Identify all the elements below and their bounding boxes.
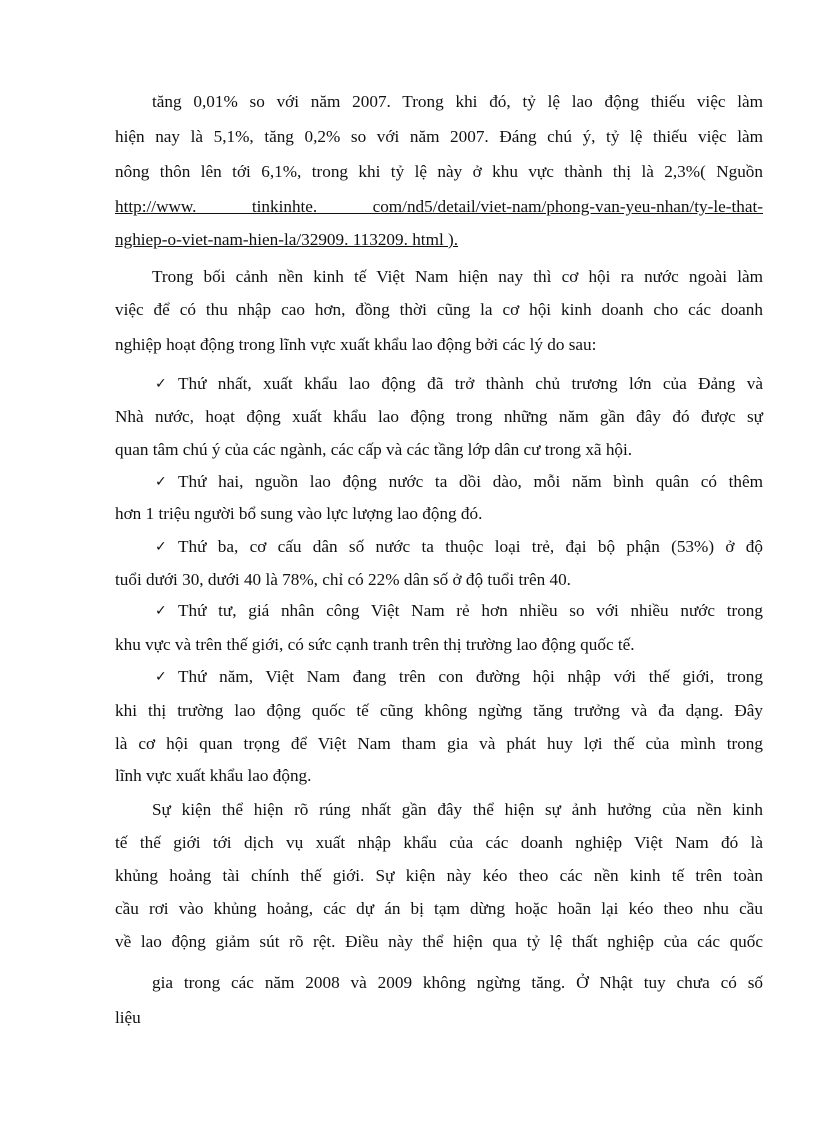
paragraph-line: quan tâm chú ý của các ngành, các cấp và các tầng lớp dân cư trong xã hội. [115,440,633,459]
paragraph-line: cầu rơi vào khủng hoảng, các dự án bị tạm dừng hoặc hoãn lại kéo theo nhu cầu [115,899,763,918]
checkmark-bullet-icon: ✓ [155,603,167,619]
checkmark-bullet-icon: ✓ [155,474,167,490]
paragraph-line: nông thôn lên tới 6,1%, trong khi tỷ lệ này ở khu vực thành thị là 2,3%( Nguồn [115,162,763,181]
paragraph-line: Nhà nước, hoạt động xuất khẩu lao động trong những năm gần đây đó được sự [115,407,763,426]
paragraph-line: về lao động giảm sút rõ rệt. Điều này thể hiện qua tỷ lệ thất nghiệp của các quốc [115,932,763,951]
checkmark-bullet-icon: ✓ [155,376,167,392]
source-link-line[interactable]: nghiep-o-viet-nam-hien-la/32909. 113209. html ). [115,230,459,249]
paragraph-line: khi thị trường lao động quốc tế cũng không ngừng tăng trưởng và đa dạng. Đây [115,701,763,720]
paragraph-line: Thứ tư, giá nhân công Việt Nam rẻ hơn nhiều so với nhiều nước trong [178,601,763,620]
paragraph-line: việc để có thu nhập cao hơn, đồng thời cũng la cơ hội kinh doanh cho các doanh [115,300,763,319]
paragraph-line: Thứ năm, Việt Nam đang trên con đường hội nhập với thế giới, trong [178,667,763,686]
paragraph-line: Thứ ba, cơ cấu dân số nước ta thuộc loại trẻ, đại bộ phận (53%) ở độ [178,537,763,556]
paragraph-line: hơn 1 triệu người bổ sung vào lực lượng lao động đó. [115,504,483,523]
paragraph-line: là cơ hội quan trọng để Việt Nam tham gia và phát huy lợi thế của mình trong [115,734,763,753]
paragraph-line: gia trong các năm 2008 và 2009 không ngừng tăng. Ở Nhật tuy chưa có số [152,973,763,992]
paragraph-line: Thứ nhất, xuất khẩu lao động đã trở thành chủ trương lớn của Đảng và [178,374,763,393]
paragraph-line: Sự kiện thể hiện rõ rúng nhất gần đây thể hiện sự ảnh hưởng của nền kinh [152,800,763,819]
checkmark-bullet-icon: ✓ [155,539,167,555]
paragraph-line: Trong bối cảnh nền kinh tế Việt Nam hiện nay thì cơ hội ra nước ngoài làm [152,267,763,286]
paragraph-line: tăng 0,01% so với năm 2007. Trong khi đó, tỷ lệ lao động thiếu việc làm [152,92,763,111]
paragraph-line: hiện nay là 5,1%, tăng 0,2% so với năm 2007. Đáng chú ý, tỷ lệ thiếu việc làm [115,127,763,146]
paragraph-line: khủng hoảng tài chính thế giới. Sự kiện này kéo theo các nền kinh tế trên toàn [115,866,763,885]
paragraph-line: lĩnh vực xuất khẩu lao động. [115,766,312,785]
paragraph-line: tế thế giới tới dịch vụ xuất nhập khẩu của các doanh nghiệp Việt Nam đó là [115,833,763,852]
paragraph-line: khu vực và trên thế giới, có sức cạnh tranh trên thị trường lao động quốc tế. [115,635,635,654]
paragraph-line: Thứ hai, nguồn lao động nước ta dồi dào, mỗi năm bình quân có thêm [178,472,763,491]
paragraph-line: liệu [115,1008,141,1027]
paragraph-line: tuổi dưới 30, dưới 40 là 78%, chỉ có 22% dân số ở độ tuổi trên 40. [115,570,571,589]
checkmark-bullet-icon: ✓ [155,669,167,685]
paragraph-line: nghiệp hoạt động trong lĩnh vực xuất khẩu lao động bởi các lý do sau: [115,335,597,354]
source-link-line[interactable]: http://www. tinkinhte. com/nd5/detail/viet-nam/phong-van-yeu-nhan/ty-le-that- [115,197,763,216]
